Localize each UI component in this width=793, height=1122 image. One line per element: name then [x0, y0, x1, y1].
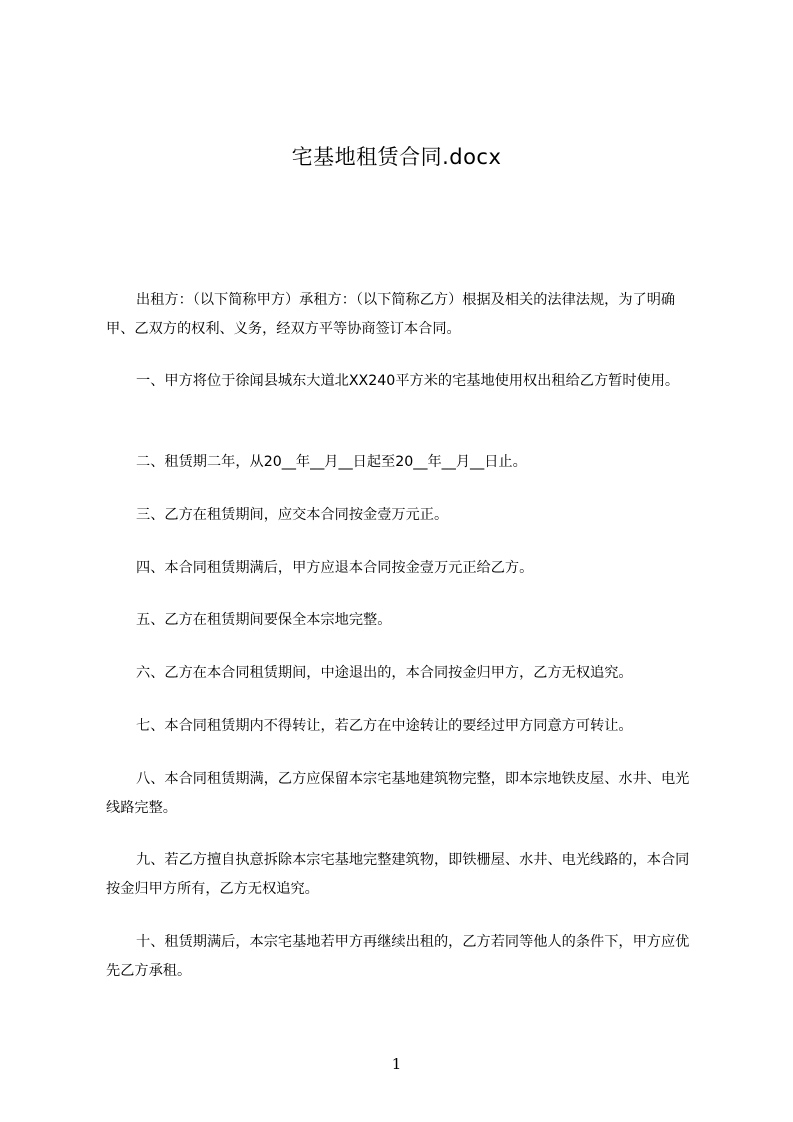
paragraph-clause-7: 七、本合同租赁期内不得转让，若乙方在中途转让的要经过甲方同意方可转让。 [136, 718, 633, 734]
paragraph-clause-4: 四、本合同租赁期满后，甲方应退本合同按金壹万元正给乙方。 [136, 560, 534, 576]
paragraph-clause-6: 六、乙方在本合同租赁期间，中途退出的，本合同按金归甲方，乙方无权追究。 [136, 665, 633, 681]
paragraph-clause-2: 二、租赁期二年，从20__年__月__日起至20__年__月__日止。 [136, 454, 527, 470]
paragraph-clause-5: 五、乙方在租赁期间要保全本宗地完整。 [136, 612, 392, 628]
paragraph-preamble: 出租方：（以下简称甲方）承租方：（以下简称乙方）根据及相关的法律法规，为了明确甲、乙双方的权利、义务，经双方平等协商签订本合同。 [106, 292, 676, 337]
page-number: 1 [391, 1055, 402, 1073]
document-title: 宅基地租赁合同.docx [291, 145, 502, 169]
paragraph-clause-9: 九、若乙方擅自执意拆除本宗宅基地完整建筑物，即铁栅屋、水井、电光线路的，本合同按金归甲方所有，乙方无权追究。 [106, 852, 690, 897]
paragraph-clause-1: 一、甲方将位于徐闻县城东大道北XX240平方米的宅基地使用权出租给乙方暂时使用。 [136, 373, 680, 389]
paragraph-clause-8: 八、本合同租赁期满，乙方应保留本宗宅基地建筑物完整，即本宗地铁皮屋、水井、电光线路完整。 [106, 771, 690, 816]
paragraph-clause-10: 十、租赁期满后，本宗宅基地若甲方再继续出租的，乙方若同等他人的条件下，甲方应优先乙方承租。 [106, 934, 690, 979]
paragraph-clause-3: 三、乙方在租赁期间，应交本合同按金壹万元正。 [136, 507, 449, 523]
